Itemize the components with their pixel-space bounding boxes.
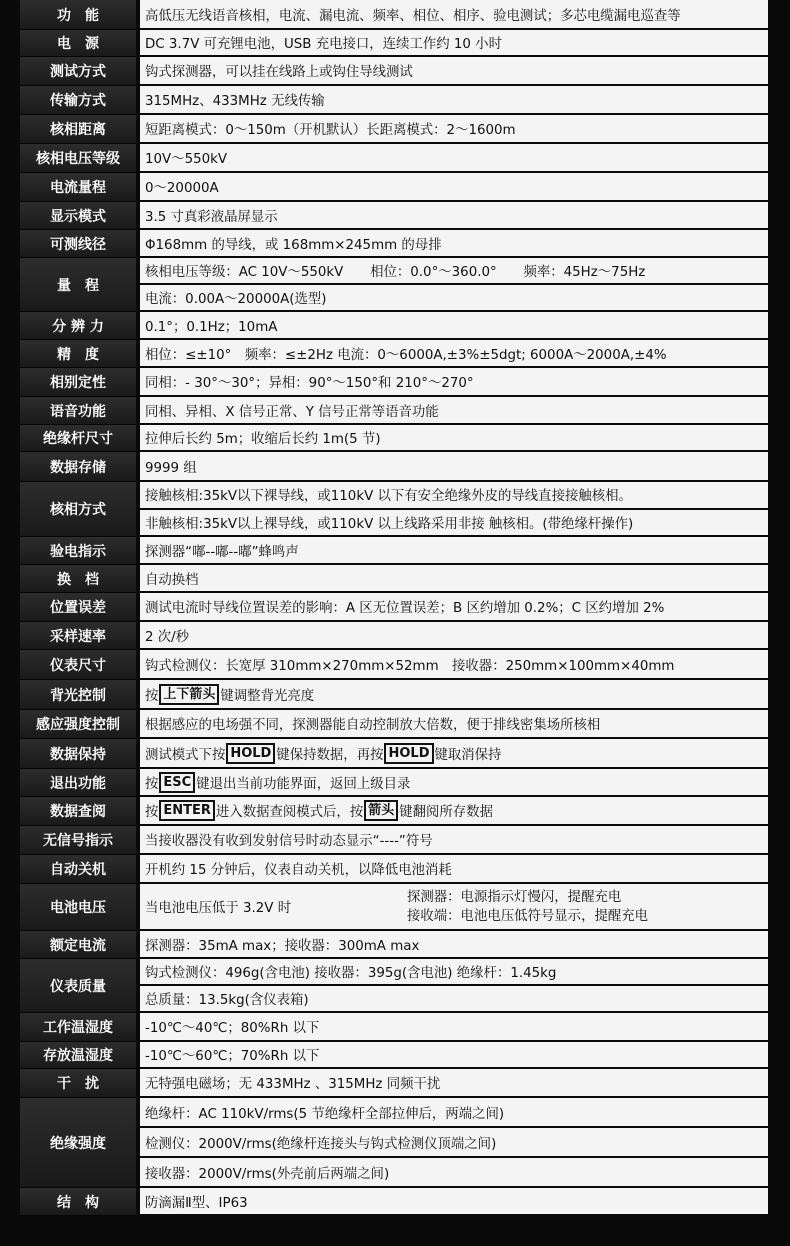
spec-label: 电流量程 xyxy=(20,173,136,202)
spec-value-line: 相位：≤±10° 频率：≤±2Hz 电流：0～6000A,±3%±5dgt; 6000A～2000A,±4% xyxy=(140,340,768,368)
value-text: 键翻阅所存数据 xyxy=(399,805,493,820)
spec-value xyxy=(140,368,768,397)
spec-row xyxy=(20,931,768,959)
spec-value xyxy=(140,86,768,115)
spec-label: 采样速率 xyxy=(20,622,136,650)
spec-value-line: 拉伸后长约 5m；收缩后长约 1m(5 节) xyxy=(140,425,768,452)
spec-value-line: 钩式检测仪：496g(含电池) 接收器：395g(含电池) 绝缘杆：1.45kg xyxy=(140,959,768,986)
spec-row xyxy=(20,144,768,173)
value-text: 按 xyxy=(145,805,159,820)
spec-label: 结 构 xyxy=(20,1188,136,1216)
value-text: 当电池电压低于 3.2V 时 xyxy=(145,901,292,916)
spec-label: 核相方式 xyxy=(20,482,136,537)
spec-row xyxy=(20,173,768,202)
spec-value-line: 核相电压等级：AC 10V～550kV 相位：0.0°～360.0° 频率：45Hz～75Hz xyxy=(140,258,768,285)
spec-label: 绝缘强度 xyxy=(20,1098,136,1188)
spec-row xyxy=(20,30,768,57)
spec-row xyxy=(20,680,768,710)
value-text: 键退出当前功能界面，返回上级目录 xyxy=(196,776,411,792)
spec-row xyxy=(20,1188,768,1216)
spec-row xyxy=(20,57,768,86)
spec-value xyxy=(140,1042,768,1069)
spec-label: 功 能 xyxy=(20,0,136,30)
value-subcolumn xyxy=(407,888,648,926)
spec-row xyxy=(20,565,768,593)
spec-value-line xyxy=(140,680,768,710)
spec-value xyxy=(140,1098,768,1188)
spec-value-line: 钩式检测仪：长宽厚 310mm×270mm×52mm 接收器：250mm×100mm×40mm xyxy=(140,650,768,680)
spec-value-line: 315MHz、433MHz 无线传输 xyxy=(140,86,768,115)
spec-row xyxy=(20,482,768,537)
spec-label: 换 档 xyxy=(20,565,136,593)
spec-label: 无信号指示 xyxy=(20,826,136,855)
spec-label: 数据保持 xyxy=(20,739,136,769)
spec-value xyxy=(140,565,768,593)
spec-label: 数据存储 xyxy=(20,452,136,482)
spec-value-line xyxy=(140,769,768,797)
spec-value xyxy=(140,1069,768,1098)
spec-value xyxy=(140,230,768,258)
spec-label: 位置误差 xyxy=(20,593,136,622)
spec-row xyxy=(20,115,768,144)
spec-label: 相别定性 xyxy=(20,368,136,397)
spec-value-line: DC 3.7V 可充锂电池，USB 充电接口，连续工作约 10 小时 xyxy=(140,30,768,57)
spec-value-line: 绝缘杆：AC 110kV/rms(5 节绝缘杆全部拉伸后，两端之间) xyxy=(140,1098,768,1128)
spec-value xyxy=(140,144,768,173)
spec-value-line: 同相、异相、X 信号正常、Y 信号正常等语音功能 xyxy=(140,397,768,425)
spec-value xyxy=(140,931,768,959)
spec-value-line: 非触核相:35kV以上裸导线，或110kV 以上线路采用非接 触核相。(带绝缘杆操作) xyxy=(140,510,768,538)
spec-label: 可测线径 xyxy=(20,230,136,258)
spec-row xyxy=(20,397,768,425)
spec-value xyxy=(140,30,768,57)
spec-value-line: 当接收器没有收到发射信号时动态显示“----”符号 xyxy=(140,826,768,855)
spec-row xyxy=(20,202,768,230)
spec-label: 绝缘杆尺寸 xyxy=(20,425,136,452)
spec-value-line: 高低压无线语音核相，电流、漏电流、频率、相位、相序、验电测试；多芯电缆漏电巡查等 xyxy=(140,0,768,30)
spec-label: 感应强度控制 xyxy=(20,710,136,739)
spec-value xyxy=(140,312,768,340)
spec-value xyxy=(140,680,768,710)
key-cap: HOLD xyxy=(384,743,433,764)
spec-row xyxy=(20,1069,768,1098)
spec-value xyxy=(140,884,768,931)
spec-row xyxy=(20,797,768,826)
spec-row xyxy=(20,312,768,340)
value-text: 测试模式下按 xyxy=(145,747,226,763)
spec-value-line: 开机约 15 分钟后，仪表自动关机，以降低电池消耗 xyxy=(140,855,768,884)
spec-value-line: -10℃～60℃；70%Rh 以下 xyxy=(140,1042,768,1069)
spec-value-line: Φ168mm 的导线，或 168mm×245mm 的母排 xyxy=(140,230,768,258)
spec-row xyxy=(20,959,768,1013)
spec-label: 仪表尺寸 xyxy=(20,650,136,680)
spec-value xyxy=(140,826,768,855)
spec-value-line: 电流：0.00A～20000A(选型) xyxy=(140,285,768,312)
spec-value xyxy=(140,115,768,144)
spec-row xyxy=(20,452,768,482)
spec-value xyxy=(140,202,768,230)
spec-row xyxy=(20,1098,768,1188)
spec-value-line: 0.1°；0.1Hz；10mA xyxy=(140,312,768,340)
spec-value xyxy=(140,258,768,312)
spec-value xyxy=(140,797,768,826)
spec-value-line: 3.5 寸真彩液晶屏显示 xyxy=(140,202,768,230)
spec-row xyxy=(20,230,768,258)
spec-value xyxy=(140,959,768,1013)
spec-label: 背光控制 xyxy=(20,680,136,710)
spec-value-line: 总质量：13.5kg(含仪表箱) xyxy=(140,986,768,1013)
spec-value-line: -10℃～40℃；80%Rh 以下 xyxy=(140,1013,768,1042)
spec-label: 显示模式 xyxy=(20,202,136,230)
spec-value xyxy=(140,650,768,680)
spec-value xyxy=(140,593,768,622)
spec-row xyxy=(20,1042,768,1069)
spec-row xyxy=(20,537,768,565)
value-text: 键调整背光亮度 xyxy=(220,688,315,704)
spec-value-line: 测试电流时导线位置误差的影响：A 区无位置误差；B 区约增加 0.2%；C 区约增加 2% xyxy=(140,593,768,622)
spec-value xyxy=(140,710,768,739)
key-cap: ENTER xyxy=(159,800,215,821)
spec-label: 测试方式 xyxy=(20,57,136,86)
spec-label: 分 辨 力 xyxy=(20,312,136,340)
spec-row xyxy=(20,622,768,650)
spec-row xyxy=(20,368,768,397)
spec-row xyxy=(20,86,768,115)
spec-label: 工作温湿度 xyxy=(20,1013,136,1042)
value-text: 键保持数据，再按 xyxy=(276,747,384,763)
spec-label: 干 扰 xyxy=(20,1069,136,1098)
spec-value xyxy=(140,482,768,537)
spec-row xyxy=(20,710,768,739)
spec-value xyxy=(140,397,768,425)
spec-value xyxy=(140,739,768,769)
spec-value xyxy=(140,537,768,565)
spec-row xyxy=(20,739,768,769)
spec-row xyxy=(20,593,768,622)
spec-value-line: 同相：- 30°～30°；异相：90°～150°和 210°～270° xyxy=(140,368,768,397)
spec-value-line: 自动换档 xyxy=(140,565,768,593)
spec-value xyxy=(140,1013,768,1042)
spec-value-line: 短距离模式：0～150m（开机默认）长距离模式：2～1600m xyxy=(140,115,768,144)
spec-row xyxy=(20,855,768,884)
spec-value xyxy=(140,1188,768,1216)
spec-value-line: 接收器：2000V/rms(外壳前后两端之间) xyxy=(140,1158,768,1188)
spec-value-line: 10V～550kV xyxy=(140,144,768,173)
spec-label: 自动关机 xyxy=(20,855,136,884)
spec-value-line xyxy=(140,739,768,769)
value-text: 按 xyxy=(145,776,159,792)
spec-value xyxy=(140,855,768,884)
spec-value-line: 检测仪：2000V/rms(绝缘杆连接头与钩式检测仪顶端之间) xyxy=(140,1128,768,1158)
spec-value-line: 接触核相:35kV以下裸导线，或110kV 以下有安全绝缘外皮的导线直接接触核相。 xyxy=(140,482,768,510)
spec-row xyxy=(20,769,768,797)
spec-value-line: 防滴漏Ⅱ型、IP63 xyxy=(140,1188,768,1216)
spec-value-line xyxy=(140,797,768,826)
spec-value xyxy=(140,769,768,797)
spec-value xyxy=(140,173,768,202)
spec-label: 量 程 xyxy=(20,258,136,312)
spec-label: 核相距离 xyxy=(20,115,136,144)
spec-value-line: 探测器“嘟--嘟--嘟”蜂鸣声 xyxy=(140,537,768,565)
value-text: 接收端：电池电压低符号显示，提醒充电 xyxy=(407,908,649,924)
spec-row xyxy=(20,1013,768,1042)
spec-value-line: 0～20000A xyxy=(140,173,768,202)
spec-row xyxy=(20,340,768,368)
spec-value xyxy=(140,0,768,30)
spec-row xyxy=(20,425,768,452)
value-text: 按 xyxy=(145,688,159,704)
spec-value-line: 钩式探测器，可以挂在线路上或钩住导线测试 xyxy=(140,57,768,86)
spec-label: 存放温湿度 xyxy=(20,1042,136,1069)
spec-value-line: 探测器：35mA max；接收器：300mA max xyxy=(140,931,768,959)
spec-label: 传输方式 xyxy=(20,86,136,115)
spec-label: 仪表质量 xyxy=(20,959,136,1013)
spec-value xyxy=(140,452,768,482)
value-text: 进入数据查阅模式后，按 xyxy=(215,805,364,820)
spec-row xyxy=(20,0,768,30)
spec-value xyxy=(140,622,768,650)
key-cap: 上下箭头 xyxy=(159,684,219,705)
key-cap: ESC xyxy=(159,772,195,793)
spec-label: 数据查阅 xyxy=(20,797,136,826)
spec-row xyxy=(20,884,768,931)
spec-label: 电池电压 xyxy=(20,884,136,931)
key-cap: HOLD xyxy=(226,743,275,764)
spec-value xyxy=(140,57,768,86)
spec-value xyxy=(140,425,768,452)
spec-value-line: 2 次/秒 xyxy=(140,622,768,650)
spec-value-line xyxy=(140,884,768,931)
key-cap: 箭头 xyxy=(364,800,398,821)
value-text: 键取消保持 xyxy=(434,747,502,763)
spec-label: 语音功能 xyxy=(20,397,136,425)
spec-row xyxy=(20,258,768,312)
spec-value-line: 无特强电磁场；无 433MHz 、315MHz 同频干扰 xyxy=(140,1069,768,1098)
spec-row xyxy=(20,650,768,680)
value-text: 探测器：电源指示灯慢闪，提醒充电 xyxy=(407,889,622,905)
spec-label: 电 源 xyxy=(20,30,136,57)
spec-label: 精 度 xyxy=(20,340,136,368)
spec-value-line: 根据感应的电场强不同，探测器能自动控制放大倍数，便于排线密集场所核相 xyxy=(140,710,768,739)
spec-label: 退出功能 xyxy=(20,769,136,797)
spec-label: 核相电压等级 xyxy=(20,144,136,173)
spec-label: 验电指示 xyxy=(20,537,136,565)
spec-label: 额定电流 xyxy=(20,931,136,959)
spec-value-line: 9999 组 xyxy=(140,452,768,482)
spec-row xyxy=(20,826,768,855)
spec-value xyxy=(140,340,768,368)
